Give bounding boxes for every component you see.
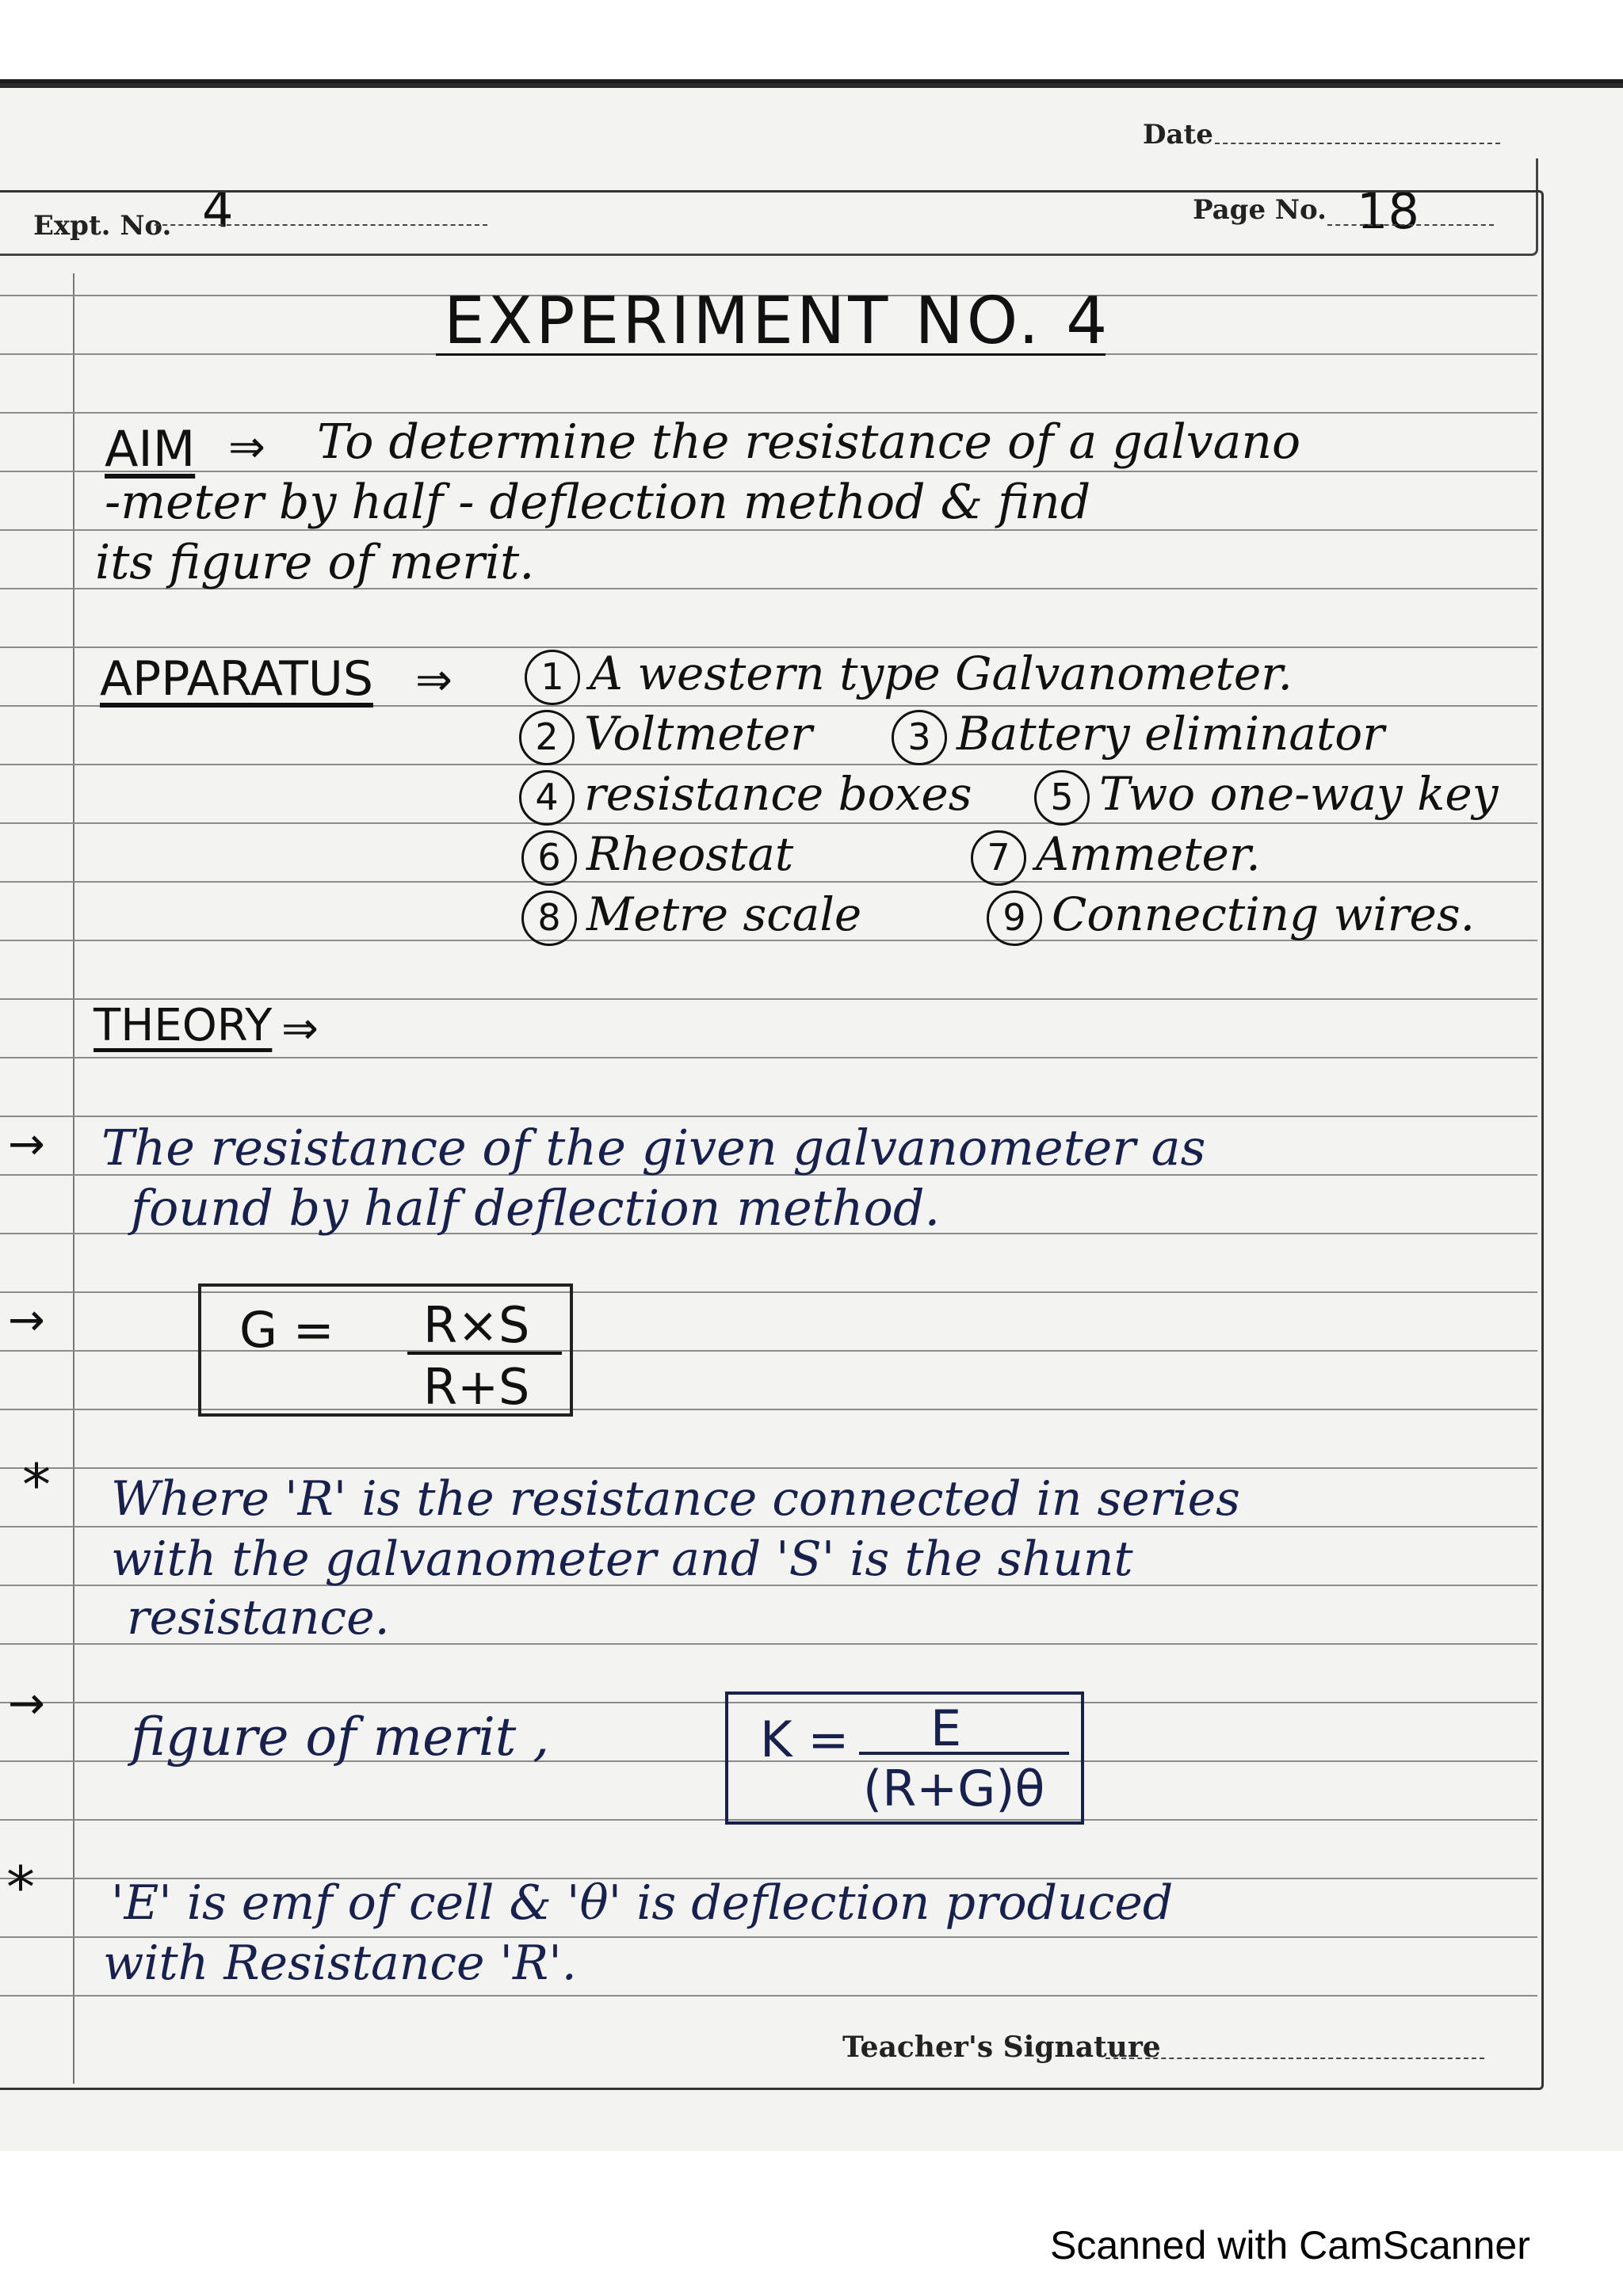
note-text: with the galvanometer and 'S' is the shunt — [111, 1531, 1133, 1587]
expt-no-value: 4 — [202, 181, 234, 238]
date-label: Date — [1143, 119, 1213, 151]
formula-denominator: (R+G)θ — [863, 1760, 1045, 1817]
merit-text: figure of merit , — [131, 1707, 550, 1768]
fraction-bar — [859, 1752, 1069, 1755]
asterisk-icon: * — [6, 1854, 35, 1920]
signature-line — [1106, 2058, 1484, 2059]
formula-numerator: E — [930, 1699, 962, 1757]
formula-lhs: K = — [760, 1711, 850, 1768]
theory-label: THEORY — [94, 1000, 273, 1051]
aim-line: -meter by half - deflection method & find — [105, 475, 1091, 530]
formula-denominator: R+S — [423, 1358, 530, 1416]
note-text: resistance. — [127, 1590, 390, 1646]
apparatus-item-2: 2 Voltmeter — [519, 707, 812, 765]
page-title: EXPERIMENT NO. 4 — [444, 284, 1111, 359]
merit-formula-box — [725, 1691, 1084, 1825]
pointer-arrow-icon: → — [8, 1119, 45, 1170]
apparatus-item-4: 4 resistance boxes — [519, 767, 972, 826]
pointer-arrow-icon: → — [8, 1295, 45, 1346]
apparatus-item-8: 8 Metre scale — [521, 887, 861, 946]
apparatus-item-3: 3 Battery eliminator — [892, 707, 1384, 765]
page-no-label: Page No. — [1193, 194, 1327, 226]
date-line — [1215, 143, 1500, 144]
apparatus-item-7: 7 Ammeter. — [971, 827, 1261, 886]
camscanner-watermark: Scanned with CamScanner — [1050, 2223, 1530, 2267]
apparatus-item-5: 5 Two one-way key — [1034, 767, 1498, 826]
note-text: 'E' is emf of cell & 'θ' is deflection produced — [111, 1875, 1174, 1931]
apparatus-item-1: 1 A western type Galvanometer. — [525, 646, 1293, 705]
title-underline — [436, 353, 1106, 356]
asterisk-icon: * — [22, 1451, 51, 1518]
resistance-formula-box — [198, 1283, 573, 1417]
aim-line: To determine the resistance of a galvano — [317, 414, 1301, 470]
aim-line: its figure of merit. — [95, 535, 535, 590]
apparatus-arrow-icon: ⇒ — [415, 654, 453, 706]
formula-lhs: G = — [239, 1301, 334, 1359]
theory-text: found by half deflection method. — [131, 1179, 941, 1237]
aim-label: AIM — [105, 420, 196, 478]
fraction-bar — [407, 1352, 562, 1355]
rule-line — [0, 1995, 1537, 1997]
apparatus-item-6: 6 Rheostat — [521, 827, 793, 886]
theory-arrow-icon: ⇒ — [281, 1003, 319, 1055]
pointer-arrow-icon: → — [8, 1678, 45, 1730]
rule-line — [0, 1057, 1537, 1058]
teacher-signature-label: Teacher's Signature — [842, 2031, 1161, 2064]
aim-arrow-icon: ⇒ — [228, 421, 265, 473]
rule-line — [0, 412, 1537, 414]
formula-numerator: R×S — [423, 1296, 530, 1354]
theory-text: The resistance of the given galvanometer as — [101, 1119, 1206, 1177]
apparatus-label: APPARATUS — [100, 651, 373, 707]
margin-line — [73, 273, 74, 2084]
note-text: Where 'R' is the resistance connected in series — [111, 1471, 1240, 1527]
note-text: with Resistance 'R'. — [103, 1936, 577, 1991]
expt-no-label: Expt. No. — [33, 210, 172, 242]
apparatus-item-9: 9 Connecting wires. — [987, 887, 1475, 946]
rule-line — [0, 1467, 1537, 1469]
page-no-value: 18 — [1357, 182, 1419, 240]
rule-line — [0, 1116, 1537, 1117]
